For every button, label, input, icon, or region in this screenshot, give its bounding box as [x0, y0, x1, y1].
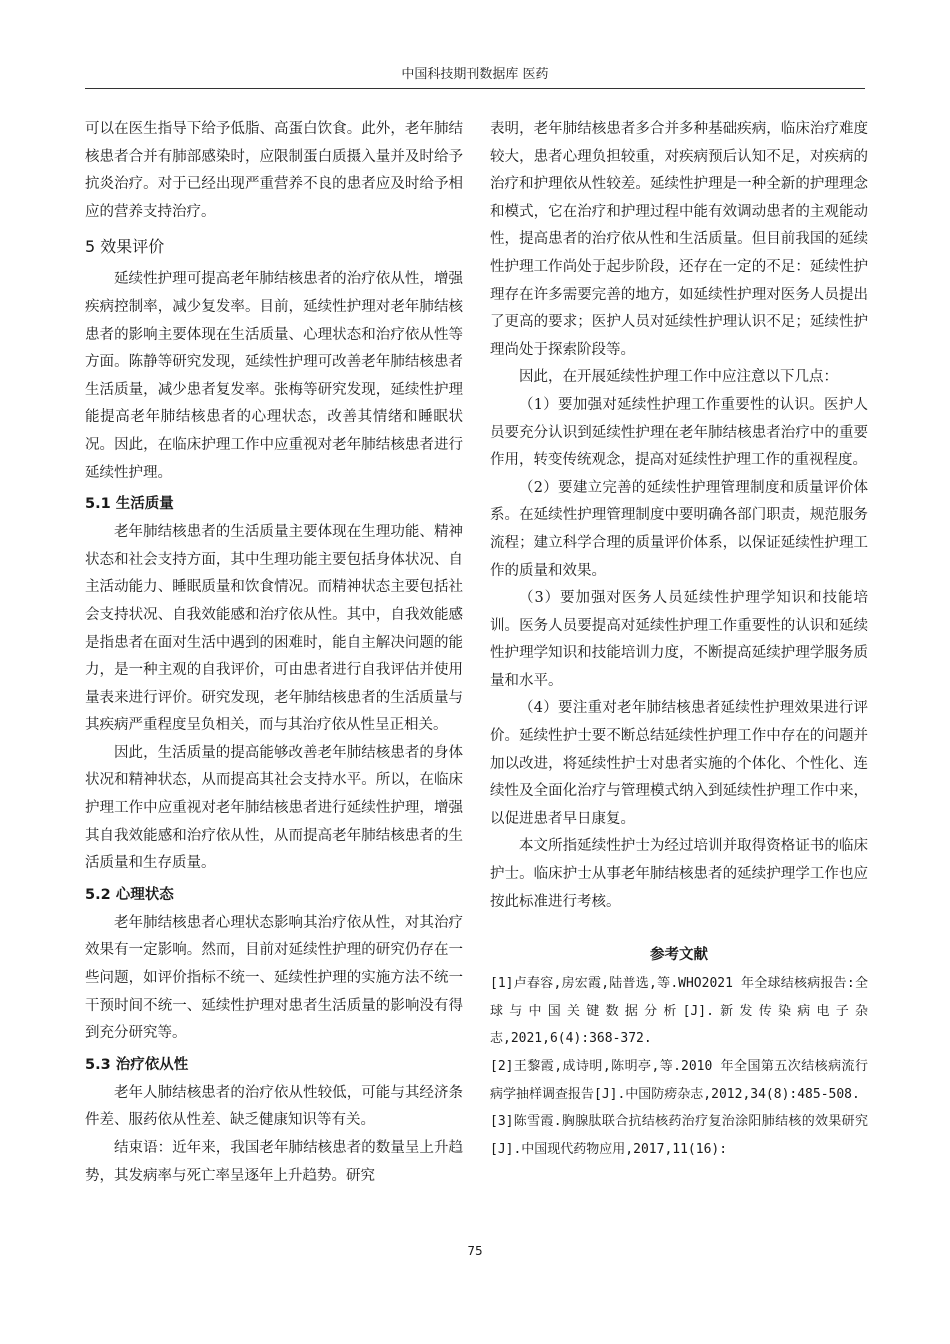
paragraph: 延续性护理可提高老年肺结核患者的治疗依从性，增强疾病控制率，减少复发率。目前，延续性护理对老年肺结核患者的影响主要体现在生活质量、心理状态和治疗依从性等方面。陈静等研究发现，延续性护理可改善老年肺结核患者生活质量，减少患者复发率。张梅等研究发现，延续性护理能提高老年肺结核患者的心理状态，改善其情绪和睡眠状况。因此，在临床护理工作中应重视对老年肺结核患者进行延续性护理。	[85, 271, 463, 481]
paragraph: 老年人肺结核患者的治疗依从性较低，可能与其经济条件差、服药依从性差、缺乏健康知识等有关。	[85, 1084, 463, 1129]
paragraph: 表明，老年肺结核患者多合并多种基础疾病，临床治疗难度较大，患者心理负担较重，对疾病预后认知不足，对疾病的治疗和护理依从性较差。延续性护理是一种全新的护理理念和模式，它在治疗和护理过程中能有效调动患者的主观能动性，提高患者的治疗依从性和生活质量。但目前我国的延续性护理工作尚处于起步阶段，还存在一定的不足：延续性护理存在许多需要完善的地方，如延续性护理对医务人员提出了更高的要求；医护人员对延续性护理认识不足；延续性护理尚处于探索阶段等。	[490, 121, 868, 358]
reference-item: [1]卢春容,房宏霞,陆普选,等.WHO2021 年全球结核病报告:全球与中国关键数据分析[J].新发传染病电子杂志,2021,6(4):368-372.	[490, 976, 868, 1047]
right-column	[490, 116, 868, 1163]
conclusion-paragraph: 结束语：近年来，我国老年肺结核患者的数量呈上升趋势，其发病率与死亡率呈逐年上升趋势。研究	[85, 1140, 463, 1184]
section-heading-5-1: 5.1 生活质量	[85, 496, 174, 513]
reference-item: [3]陈雪霞.胸腺肽联合抗结核药治疗复治涂阳肺结核的效果研究[J].中国现代药物应用,2017,11(16):	[490, 1114, 868, 1157]
page-number: 75	[467, 1244, 483, 1258]
paragraph: 可以在医生指导下给予低脂、高蛋白饮食。此外，老年肺结核患者合并有肺部感染时，应限制蛋白质摄入量并及时给予抗炎治疗。对于已经出现严重营养不良的患者应及时给予相应的营养支持治疗。	[85, 121, 463, 220]
section-heading-5-3: 5.3 治疗依从性	[85, 1056, 189, 1073]
list-item: （2）要建立完善的延续性护理管理制度和质量评价体系。在延续性护理管理制度中要明确各部门职责，规范服务流程；建立科学合理的质量评价体系，以保证延续性护理工作的质量和效果。	[490, 479, 868, 579]
paragraph: 本文所指延续性护士为经过培训并取得资格证书的临床护士。临床护士从事老年肺结核患者的延续护理学工作也应按此标准进行考核。	[490, 838, 868, 910]
list-item: （1）要加强对延续性护理工作重要性的认识。医护人员要充分认识到延续性护理在老年肺结核患者治疗中的重要作用，转变传统观念，提高对延续性护理工作的重视程度。	[490, 396, 868, 469]
reference-item: [2]王黎霞,成诗明,陈明亭,等.2010 年全国第五次结核病流行病学抽样调查报告[J].中国防痨杂志,2012,34(8):485-508.	[490, 1059, 868, 1102]
references-heading: 参考文献	[650, 946, 708, 964]
left-column	[85, 116, 463, 1190]
list-item: （3）要加强对医务人员延续性护理学知识和技能培训。医务人员要提高对延续性护理工作重要性的认识和延续性护理学知识和技能培训力度，不断提高延续护理学服务质量和水平。	[490, 590, 868, 689]
section-heading-5: 5 效果评价	[85, 237, 165, 257]
paragraph: 因此，生活质量的提高能够改善老年肺结核患者的身体状况和精神状态，从而提高其社会支持水平。所以，在临床护理工作中应重视对老年肺结核患者进行延续性护理，增强其自我效能感和治疗依从性，从而提高老年肺结核患者的生活质量和生存质量。	[85, 744, 463, 872]
paragraph: 老年肺结核患者心理状态影响其治疗依从性，对其治疗效果有一定影响。然而，目前对延续性护理的研究仍存在一些问题，如评价指标不统一、延续性护理的实施方法不统一干预时间不统一、延续性护理对患者生活质量的影响没有得到充分研究等。	[85, 914, 463, 1042]
running-header: 中国科技期刊数据库 医药	[85, 62, 865, 89]
paragraph: 因此，在开展延续性护理工作中应注意以下几点：	[519, 369, 838, 386]
list-item: （4）要注重对老年肺结核患者延续性护理效果进行评价。延续性护士要不断总结延续性护理工作中存在的问题并加以改进，将延续性护士对患者实施的个体化、个性化、连续性及全面化治疗与管理模式纳入到延续性护理工作中来，以促进患者早日康复。	[490, 700, 868, 827]
section-heading-5-2: 5.2 心理状态	[85, 886, 174, 903]
paragraph: 老年肺结核患者的生活质量主要体现在生理功能、精神状态和社会支持方面，其中生理功能主要包括身体状况、自主活动能力、睡眠质量和饮食情况。而精神状态主要包括社会支持状况、自我效能感和治疗依从性。其中，自我效能感是指患者在面对生活中遇到的困难时，能自主解决问题的能力，是一种主观的自我评价，可由患者进行自我评估并使用量表来进行评价。研究发现，老年肺结核患者的生活质量与其疾病严重程度呈负相关，而与其治疗依从性呈正相关。	[85, 524, 463, 734]
